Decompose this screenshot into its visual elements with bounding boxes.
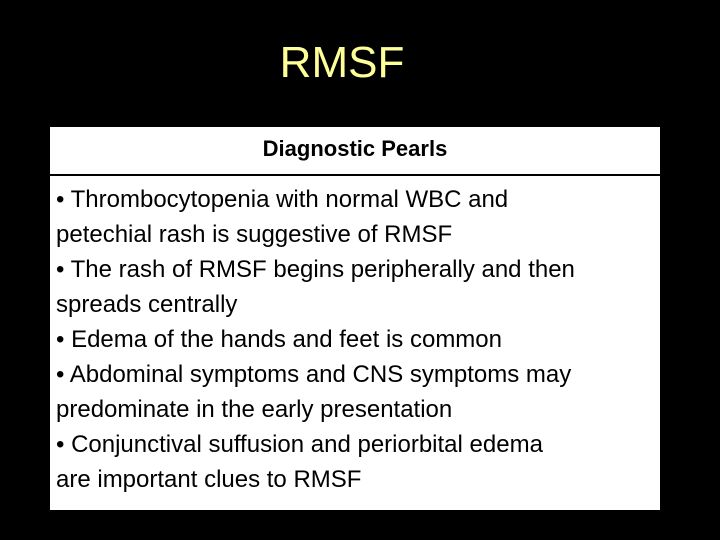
- list-item: • The rash of RMSF begins peripherally and then: [56, 256, 575, 283]
- list-item-continuation: predominate in the early presentation: [56, 396, 453, 423]
- list-item-continuation: petechial rash is suggestive of RMSF: [56, 221, 453, 248]
- pearls-list: [50, 176, 660, 497]
- list-item: • Thrombocytopenia with normal WBC and: [56, 186, 509, 213]
- box-header: Diagnostic Pearls: [50, 127, 660, 176]
- list-item: • Edema of the hands and feet is common: [56, 326, 502, 353]
- slide-title: RMSF: [279, 38, 405, 87]
- list-item: • Abdominal symptoms and CNS symptoms may: [56, 361, 572, 388]
- list-item-continuation: are important clues to RMSF: [56, 466, 362, 493]
- list-item: • Conjunctival suffusion and periorbital edema: [56, 431, 543, 458]
- diagnostic-pearls-box: [50, 127, 660, 510]
- list-item-continuation: spreads centrally: [56, 291, 238, 318]
